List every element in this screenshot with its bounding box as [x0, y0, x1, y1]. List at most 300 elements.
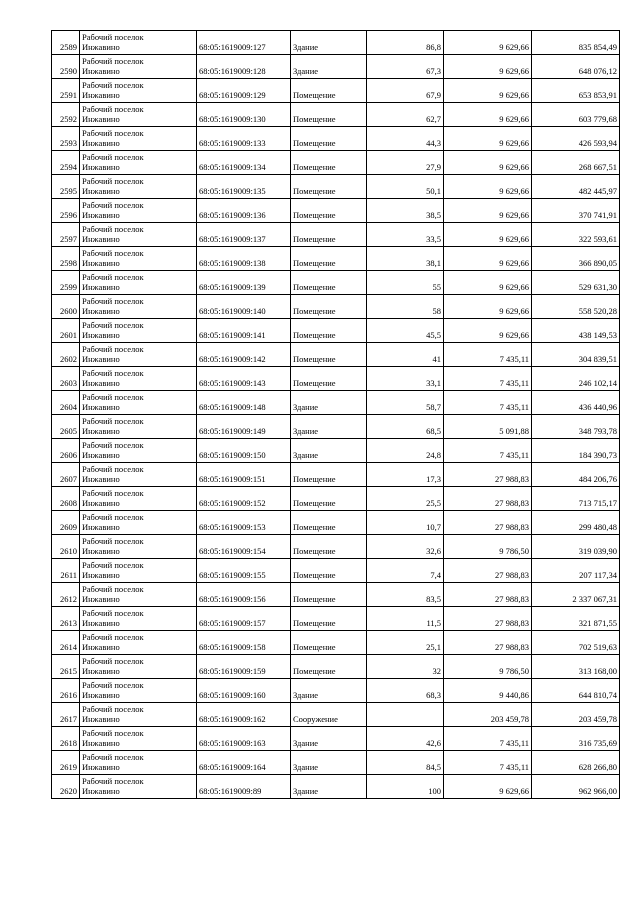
locality-cell — [80, 319, 197, 343]
area-cell: 17,3 — [367, 463, 444, 487]
locality-name-label: Инжавино — [82, 330, 120, 340]
specific-value-cell: 7 435,11 — [444, 391, 532, 415]
locality-type-label: Рабочий поселок — [82, 320, 144, 330]
object-type-cell: Помещение — [291, 295, 367, 319]
locality-name-label: Инжавино — [82, 666, 120, 676]
area-cell: 45,5 — [367, 319, 444, 343]
locality-cell — [80, 727, 197, 751]
cadastral-number-cell: 68:05:1619009:153 — [197, 511, 291, 535]
object-type-cell: Помещение — [291, 151, 367, 175]
cadastral-number-cell: 68:05:1619009:160 — [197, 679, 291, 703]
registry-table — [51, 30, 620, 799]
locality-cell — [80, 607, 197, 631]
table-row — [52, 631, 620, 655]
row-number-cell: 2595 — [52, 175, 80, 199]
object-type-cell: Здание — [291, 415, 367, 439]
specific-value-cell: 9 629,66 — [444, 247, 532, 271]
cadastral-number-cell: 68:05:1619009:150 — [197, 439, 291, 463]
table-row — [52, 175, 620, 199]
locality-cell — [80, 751, 197, 775]
area-cell: 58 — [367, 295, 444, 319]
row-number-cell: 2592 — [52, 103, 80, 127]
table-row — [52, 463, 620, 487]
object-type-cell: Помещение — [291, 535, 367, 559]
cadastral-value-cell: 207 117,34 — [532, 559, 620, 583]
object-type-cell: Здание — [291, 775, 367, 799]
cadastral-number-cell: 68:05:1619009:159 — [197, 655, 291, 679]
cadastral-number-cell: 68:05:1619009:155 — [197, 559, 291, 583]
registry-table-body — [52, 31, 620, 799]
object-type-cell: Помещение — [291, 127, 367, 151]
object-type-cell: Помещение — [291, 343, 367, 367]
object-type-cell: Помещение — [291, 487, 367, 511]
locality-type-label: Рабочий поселок — [82, 176, 144, 186]
area-cell: 55 — [367, 271, 444, 295]
cadastral-number-cell: 68:05:1619009:154 — [197, 535, 291, 559]
object-type-cell: Помещение — [291, 175, 367, 199]
specific-value-cell: 7 435,11 — [444, 751, 532, 775]
locality-cell — [80, 199, 197, 223]
cadastral-number-cell: 68:05:1619009:142 — [197, 343, 291, 367]
locality-cell — [80, 271, 197, 295]
object-type-cell: Здание — [291, 439, 367, 463]
cadastral-number-cell: 68:05:1619009:136 — [197, 199, 291, 223]
cadastral-value-cell: 628 266,80 — [532, 751, 620, 775]
locality-name-label: Инжавино — [82, 138, 120, 148]
cadastral-number-cell: 68:05:1619009:163 — [197, 727, 291, 751]
area-cell: 86,8 — [367, 31, 444, 55]
cadastral-value-cell: 426 593,94 — [532, 127, 620, 151]
locality-cell — [80, 439, 197, 463]
object-type-cell: Помещение — [291, 367, 367, 391]
cadastral-value-cell: 962 966,00 — [532, 775, 620, 799]
locality-name-label: Инжавино — [82, 546, 120, 556]
locality-type-label: Рабочий поселок — [82, 392, 144, 402]
locality-type-label: Рабочий поселок — [82, 440, 144, 450]
row-number-cell: 2606 — [52, 439, 80, 463]
specific-value-cell: 7 435,11 — [444, 343, 532, 367]
locality-cell — [80, 127, 197, 151]
specific-value-cell: 9 440,86 — [444, 679, 532, 703]
locality-name-label: Инжавино — [82, 378, 120, 388]
table-row — [52, 367, 620, 391]
locality-type-label: Рабочий поселок — [82, 368, 144, 378]
specific-value-cell: 9 629,66 — [444, 55, 532, 79]
cadastral-number-cell: 68:05:1619009:133 — [197, 127, 291, 151]
locality-type-label: Рабочий поселок — [82, 248, 144, 258]
cadastral-number-cell: 68:05:1619009:157 — [197, 607, 291, 631]
locality-cell — [80, 55, 197, 79]
row-number-cell: 2614 — [52, 631, 80, 655]
table-row — [52, 511, 620, 535]
locality-cell — [80, 487, 197, 511]
locality-type-label: Рабочий поселок — [82, 464, 144, 474]
area-cell: 33,5 — [367, 223, 444, 247]
area-cell: 42,6 — [367, 727, 444, 751]
locality-type-label: Рабочий поселок — [82, 560, 144, 570]
cadastral-number-cell: 68:05:1619009:139 — [197, 271, 291, 295]
locality-cell — [80, 367, 197, 391]
table-row — [52, 343, 620, 367]
locality-name-label: Инжавино — [82, 258, 120, 268]
object-type-cell: Помещение — [291, 655, 367, 679]
object-type-cell: Здание — [291, 31, 367, 55]
cadastral-value-cell: 321 871,55 — [532, 607, 620, 631]
cadastral-number-cell: 68:05:1619009:158 — [197, 631, 291, 655]
locality-name-label: Инжавино — [82, 66, 120, 76]
object-type-cell: Помещение — [291, 199, 367, 223]
cadastral-value-cell: 304 839,51 — [532, 343, 620, 367]
area-cell: 62,7 — [367, 103, 444, 127]
specific-value-cell: 9 629,66 — [444, 295, 532, 319]
table-row — [52, 775, 620, 799]
specific-value-cell: 9 629,66 — [444, 223, 532, 247]
specific-value-cell: 9 629,66 — [444, 103, 532, 127]
locality-name-label: Инжавино — [82, 186, 120, 196]
row-number-cell: 2591 — [52, 79, 80, 103]
table-row — [52, 487, 620, 511]
object-type-cell: Помещение — [291, 631, 367, 655]
cadastral-value-cell: 370 741,91 — [532, 199, 620, 223]
locality-name-label: Инжавино — [82, 42, 120, 52]
table-row — [52, 559, 620, 583]
row-number-cell: 2597 — [52, 223, 80, 247]
table-row — [52, 199, 620, 223]
locality-cell — [80, 391, 197, 415]
locality-type-label: Рабочий поселок — [82, 104, 144, 114]
locality-cell — [80, 559, 197, 583]
area-cell: 27,9 — [367, 151, 444, 175]
object-type-cell: Помещение — [291, 223, 367, 247]
cadastral-number-cell: 68:05:1619009:128 — [197, 55, 291, 79]
table-row — [52, 55, 620, 79]
locality-type-label: Рабочий поселок — [82, 512, 144, 522]
locality-name-label: Инжавино — [82, 786, 120, 796]
table-row — [52, 103, 620, 127]
locality-cell — [80, 79, 197, 103]
locality-name-label: Инжавино — [82, 618, 120, 628]
locality-name-label: Инжавино — [82, 90, 120, 100]
cadastral-value-cell: 246 102,14 — [532, 367, 620, 391]
specific-value-cell: 7 435,11 — [444, 727, 532, 751]
cadastral-number-cell: 68:05:1619009:138 — [197, 247, 291, 271]
object-type-cell: Помещение — [291, 319, 367, 343]
specific-value-cell: 7 435,11 — [444, 367, 532, 391]
locality-type-label: Рабочий поселок — [82, 488, 144, 498]
table-row — [52, 751, 620, 775]
locality-cell — [80, 703, 197, 727]
table-row — [52, 679, 620, 703]
area-cell: 38,1 — [367, 247, 444, 271]
row-number-cell: 2618 — [52, 727, 80, 751]
cadastral-value-cell: 313 168,00 — [532, 655, 620, 679]
table-row — [52, 271, 620, 295]
locality-type-label: Рабочий поселок — [82, 56, 144, 66]
cadastral-number-cell: 68:05:1619009:129 — [197, 79, 291, 103]
area-cell: 38,5 — [367, 199, 444, 223]
locality-cell — [80, 679, 197, 703]
locality-type-label: Рабочий поселок — [82, 584, 144, 594]
cadastral-value-cell: 203 459,78 — [532, 703, 620, 727]
locality-name-label: Инжавино — [82, 450, 120, 460]
locality-cell — [80, 415, 197, 439]
cadastral-number-cell: 68:05:1619009:134 — [197, 151, 291, 175]
locality-type-label: Рабочий поселок — [82, 728, 144, 738]
specific-value-cell: 9 629,66 — [444, 271, 532, 295]
area-cell: 24,8 — [367, 439, 444, 463]
specific-value-cell: 9 786,50 — [444, 535, 532, 559]
cadastral-value-cell: 316 735,69 — [532, 727, 620, 751]
object-type-cell: Здание — [291, 55, 367, 79]
locality-name-label: Инжавино — [82, 402, 120, 412]
specific-value-cell: 27 988,83 — [444, 631, 532, 655]
table-row — [52, 703, 620, 727]
cadastral-value-cell: 603 779,68 — [532, 103, 620, 127]
locality-type-label: Рабочий поселок — [82, 752, 144, 762]
object-type-cell: Помещение — [291, 559, 367, 583]
row-number-cell: 2608 — [52, 487, 80, 511]
row-number-cell: 2615 — [52, 655, 80, 679]
area-cell: 32,6 — [367, 535, 444, 559]
table-row — [52, 439, 620, 463]
row-number-cell: 2619 — [52, 751, 80, 775]
row-number-cell: 2596 — [52, 199, 80, 223]
locality-cell — [80, 535, 197, 559]
area-cell: 10,7 — [367, 511, 444, 535]
specific-value-cell: 203 459,78 — [444, 703, 532, 727]
cadastral-number-cell: 68:05:1619009:149 — [197, 415, 291, 439]
specific-value-cell: 27 988,83 — [444, 487, 532, 511]
locality-name-label: Инжавино — [82, 570, 120, 580]
locality-cell — [80, 295, 197, 319]
cadastral-number-cell: 68:05:1619009:143 — [197, 367, 291, 391]
locality-cell — [80, 103, 197, 127]
row-number-cell: 2620 — [52, 775, 80, 799]
cadastral-number-cell: 68:05:1619009:135 — [197, 175, 291, 199]
table-row — [52, 607, 620, 631]
locality-name-label: Инжавино — [82, 498, 120, 508]
locality-name-label: Инжавино — [82, 162, 120, 172]
locality-type-label: Рабочий поселок — [82, 296, 144, 306]
specific-value-cell: 27 988,83 — [444, 463, 532, 487]
cadastral-number-cell: 68:05:1619009:162 — [197, 703, 291, 727]
locality-cell — [80, 175, 197, 199]
locality-type-label: Рабочий поселок — [82, 416, 144, 426]
locality-cell — [80, 343, 197, 367]
locality-type-label: Рабочий поселок — [82, 776, 144, 786]
cadastral-value-cell: 2 337 067,31 — [532, 583, 620, 607]
locality-type-label: Рабочий поселок — [82, 704, 144, 714]
object-type-cell: Сооружение — [291, 703, 367, 727]
cadastral-number-cell: 68:05:1619009:156 — [197, 583, 291, 607]
locality-cell — [80, 223, 197, 247]
locality-name-label: Инжавино — [82, 738, 120, 748]
row-number-cell: 2604 — [52, 391, 80, 415]
locality-type-label: Рабочий поселок — [82, 128, 144, 138]
table-row — [52, 223, 620, 247]
cadastral-value-cell: 299 480,48 — [532, 511, 620, 535]
locality-cell — [80, 583, 197, 607]
table-row — [52, 391, 620, 415]
cadastral-number-cell: 68:05:1619009:148 — [197, 391, 291, 415]
locality-cell — [80, 463, 197, 487]
area-cell: 83,5 — [367, 583, 444, 607]
object-type-cell: Здание — [291, 727, 367, 751]
specific-value-cell: 27 988,83 — [444, 607, 532, 631]
locality-type-label: Рабочий поселок — [82, 656, 144, 666]
locality-name-label: Инжавино — [82, 234, 120, 244]
locality-name-label: Инжавино — [82, 210, 120, 220]
locality-name-label: Инжавино — [82, 522, 120, 532]
area-cell: 68,3 — [367, 679, 444, 703]
table-row — [52, 151, 620, 175]
locality-type-label: Рабочий поселок — [82, 344, 144, 354]
cadastral-number-cell: 68:05:1619009:152 — [197, 487, 291, 511]
area-cell: 68,5 — [367, 415, 444, 439]
object-type-cell: Помещение — [291, 103, 367, 127]
locality-name-label: Инжавино — [82, 426, 120, 436]
locality-cell — [80, 31, 197, 55]
cadastral-value-cell: 319 039,90 — [532, 535, 620, 559]
row-number-cell: 2612 — [52, 583, 80, 607]
cadastral-value-cell: 484 206,76 — [532, 463, 620, 487]
locality-name-label: Инжавино — [82, 642, 120, 652]
row-number-cell: 2607 — [52, 463, 80, 487]
locality-name-label: Инжавино — [82, 306, 120, 316]
locality-type-label: Рабочий поселок — [82, 80, 144, 90]
table-row — [52, 655, 620, 679]
table-row — [52, 415, 620, 439]
locality-name-label: Инжавино — [82, 594, 120, 604]
object-type-cell: Помещение — [291, 247, 367, 271]
specific-value-cell: 9 629,66 — [444, 31, 532, 55]
row-number-cell: 2609 — [52, 511, 80, 535]
area-cell: 100 — [367, 775, 444, 799]
locality-name-label: Инжавино — [82, 282, 120, 292]
row-number-cell: 2603 — [52, 367, 80, 391]
cadastral-value-cell: 482 445,97 — [532, 175, 620, 199]
cadastral-value-cell: 653 853,91 — [532, 79, 620, 103]
cadastral-number-cell: 68:05:1619009:164 — [197, 751, 291, 775]
locality-name-label: Инжавино — [82, 474, 120, 484]
specific-value-cell: 9 629,66 — [444, 199, 532, 223]
locality-cell — [80, 247, 197, 271]
row-number-cell: 2605 — [52, 415, 80, 439]
locality-cell — [80, 511, 197, 535]
row-number-cell: 2601 — [52, 319, 80, 343]
cadastral-value-cell: 438 149,53 — [532, 319, 620, 343]
object-type-cell: Помещение — [291, 607, 367, 631]
area-cell: 25,5 — [367, 487, 444, 511]
locality-name-label: Инжавино — [82, 762, 120, 772]
row-number-cell: 2599 — [52, 271, 80, 295]
cadastral-value-cell: 648 076,12 — [532, 55, 620, 79]
locality-cell — [80, 775, 197, 799]
row-number-cell: 2616 — [52, 679, 80, 703]
locality-name-label: Инжавино — [82, 690, 120, 700]
area-cell: 44,3 — [367, 127, 444, 151]
area-cell: 7,4 — [367, 559, 444, 583]
locality-type-label: Рабочий поселок — [82, 536, 144, 546]
area-cell: 41 — [367, 343, 444, 367]
locality-type-label: Рабочий поселок — [82, 272, 144, 282]
cadastral-number-cell: 68:05:1619009:140 — [197, 295, 291, 319]
specific-value-cell: 27 988,83 — [444, 583, 532, 607]
cadastral-value-cell: 713 715,17 — [532, 487, 620, 511]
row-number-cell: 2594 — [52, 151, 80, 175]
specific-value-cell: 9 786,50 — [444, 655, 532, 679]
specific-value-cell: 5 091,88 — [444, 415, 532, 439]
locality-type-label: Рабочий поселок — [82, 200, 144, 210]
table-row — [52, 79, 620, 103]
specific-value-cell: 27 988,83 — [444, 511, 532, 535]
table-row — [52, 295, 620, 319]
locality-name-label: Инжавино — [82, 114, 120, 124]
specific-value-cell: 9 629,66 — [444, 319, 532, 343]
locality-cell — [80, 151, 197, 175]
locality-type-label: Рабочий поселок — [82, 680, 144, 690]
cadastral-value-cell: 348 793,78 — [532, 415, 620, 439]
area-cell: 11,5 — [367, 607, 444, 631]
area-cell: 50,1 — [367, 175, 444, 199]
specific-value-cell: 9 629,66 — [444, 127, 532, 151]
row-number-cell: 2600 — [52, 295, 80, 319]
locality-cell — [80, 655, 197, 679]
area-cell: 32 — [367, 655, 444, 679]
locality-name-label: Инжавино — [82, 354, 120, 364]
specific-value-cell: 9 629,66 — [444, 79, 532, 103]
area-cell: 67,9 — [367, 79, 444, 103]
object-type-cell: Помещение — [291, 583, 367, 607]
cadastral-value-cell: 268 667,51 — [532, 151, 620, 175]
object-type-cell: Здание — [291, 751, 367, 775]
row-number-cell: 2593 — [52, 127, 80, 151]
cadastral-number-cell: 68:05:1619009:89 — [197, 775, 291, 799]
row-number-cell: 2611 — [52, 559, 80, 583]
specific-value-cell: 9 629,66 — [444, 775, 532, 799]
specific-value-cell: 9 629,66 — [444, 175, 532, 199]
cadastral-value-cell: 184 390,73 — [532, 439, 620, 463]
locality-cell — [80, 631, 197, 655]
locality-name-label: Инжавино — [82, 714, 120, 724]
table-row — [52, 535, 620, 559]
object-type-cell: Здание — [291, 391, 367, 415]
area-cell: 84,5 — [367, 751, 444, 775]
row-number-cell: 2617 — [52, 703, 80, 727]
cadastral-number-cell: 68:05:1619009:130 — [197, 103, 291, 127]
cadastral-value-cell: 322 593,61 — [532, 223, 620, 247]
specific-value-cell: 27 988,83 — [444, 559, 532, 583]
object-type-cell: Помещение — [291, 271, 367, 295]
area-cell — [367, 703, 444, 727]
cadastral-value-cell: 366 890,05 — [532, 247, 620, 271]
row-number-cell: 2602 — [52, 343, 80, 367]
area-cell: 67,3 — [367, 55, 444, 79]
area-cell: 58,7 — [367, 391, 444, 415]
object-type-cell: Помещение — [291, 463, 367, 487]
locality-type-label: Рабочий поселок — [82, 32, 144, 42]
cadastral-number-cell: 68:05:1619009:151 — [197, 463, 291, 487]
specific-value-cell: 7 435,11 — [444, 439, 532, 463]
cadastral-number-cell: 68:05:1619009:127 — [197, 31, 291, 55]
row-number-cell: 2610 — [52, 535, 80, 559]
table-row — [52, 127, 620, 151]
row-number-cell: 2590 — [52, 55, 80, 79]
cadastral-value-cell: 529 631,30 — [532, 271, 620, 295]
row-number-cell: 2613 — [52, 607, 80, 631]
locality-type-label: Рабочий поселок — [82, 224, 144, 234]
row-number-cell: 2589 — [52, 31, 80, 55]
